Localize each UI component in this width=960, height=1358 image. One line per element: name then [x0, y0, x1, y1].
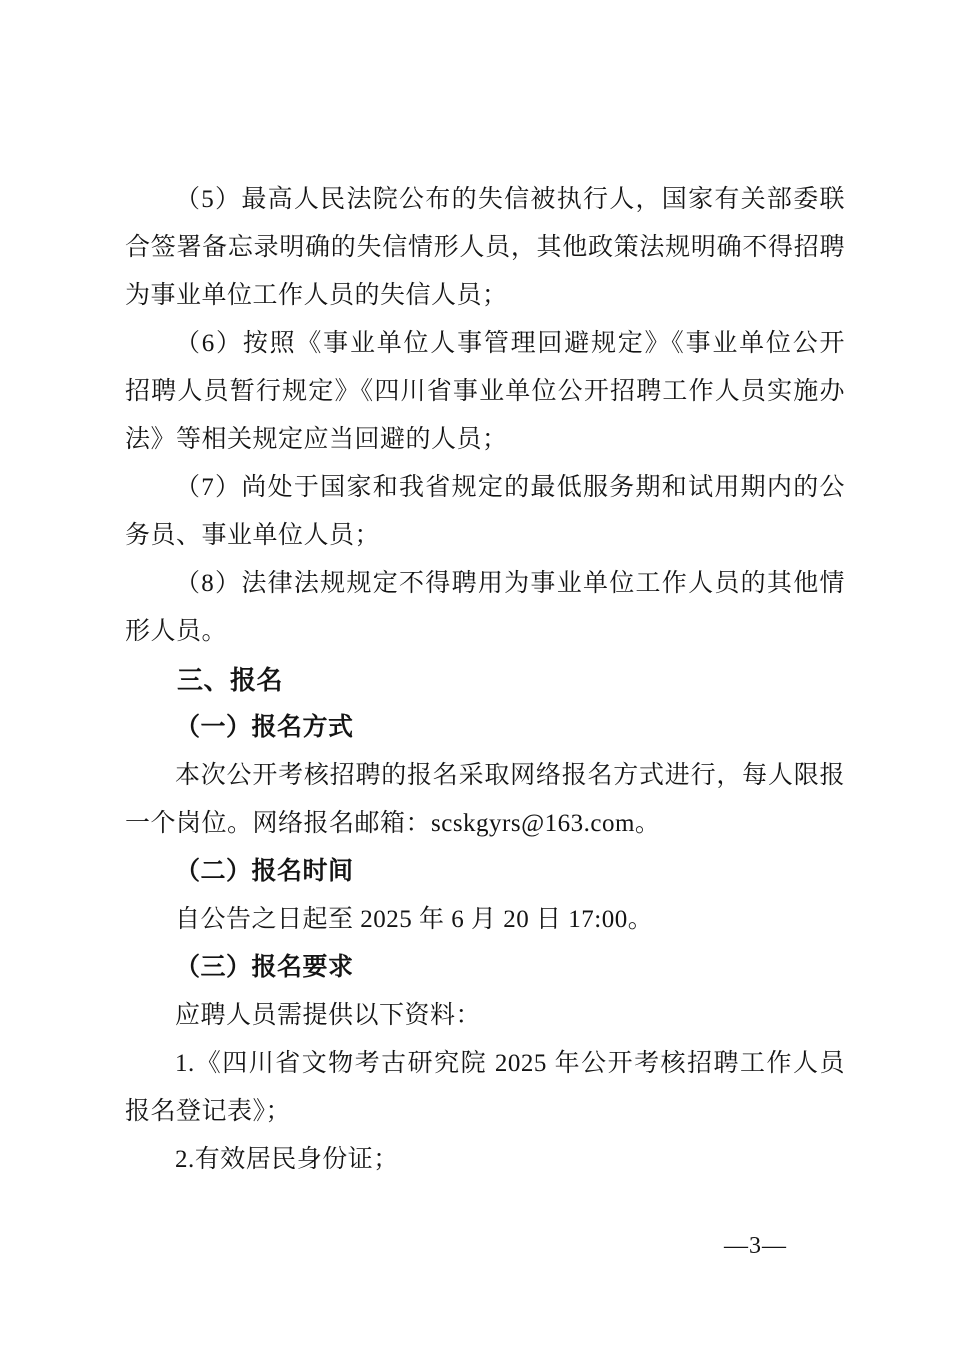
- subheading-registration-requirements: （三）报名要求: [175, 954, 354, 981]
- requirement-item-2-line: 2.有效居民身份证；: [175, 1146, 399, 1173]
- document-body: [125, 176, 845, 1184]
- paragraph-5-line-1: （5）最高人民法院公布的失信被执行人，国家有关部委联: [175, 186, 845, 213]
- paragraph-8-line-2: 形人员。: [125, 618, 228, 645]
- registration-time-line: 自公告之日起至 2025 年 6 月 20 日 17:00。: [175, 906, 654, 933]
- paragraph-6-line-2: 招聘人员暂行规定》《四川省事业单位公开招聘工作人员实施办: [125, 378, 845, 405]
- paragraph-6-line-3: 法》等相关规定应当回避的人员；: [125, 426, 508, 453]
- section-heading-registration: 三、报名: [177, 665, 284, 695]
- registration-method-line-1: 本次公开考核招聘的报名采取网络报名方式进行，每人限报: [175, 762, 845, 789]
- paragraph-5-line-3: 为事业单位工作人员的失信人员；: [125, 282, 508, 309]
- paragraph-7-line-1: （7）尚处于国家和我省规定的最低服务期和试用期内的公: [175, 474, 845, 501]
- page-number: —3—: [724, 1233, 787, 1259]
- paragraph-5-line-2: 合签署备忘录明确的失信情形人员，其他政策法规明确不得招聘: [125, 234, 845, 261]
- subheading-registration-method: （一）报名方式: [175, 714, 354, 741]
- requirements-intro-line: 应聘人员需提供以下资料：: [175, 1002, 482, 1029]
- requirement-item-1-line-2: 报名登记表》；: [125, 1098, 292, 1125]
- paragraph-8-line-1: （8）法律法规规定不得聘用为事业单位工作人员的其他情: [175, 570, 845, 597]
- registration-method-line-2: 一个岗位。网络报名邮箱：scskgyrs@163.com。: [125, 810, 661, 837]
- subheading-registration-time: （二）报名时间: [175, 858, 354, 885]
- requirement-item-1-line-1: 1.《四川省文物考古研究院 2025 年公开考核招聘工作人员: [175, 1050, 845, 1077]
- paragraph-7-line-2: 务员、事业单位人员；: [125, 522, 381, 549]
- paragraph-6-line-1: （6）按照《事业单位人事管理回避规定》《事业单位公开: [175, 330, 845, 357]
